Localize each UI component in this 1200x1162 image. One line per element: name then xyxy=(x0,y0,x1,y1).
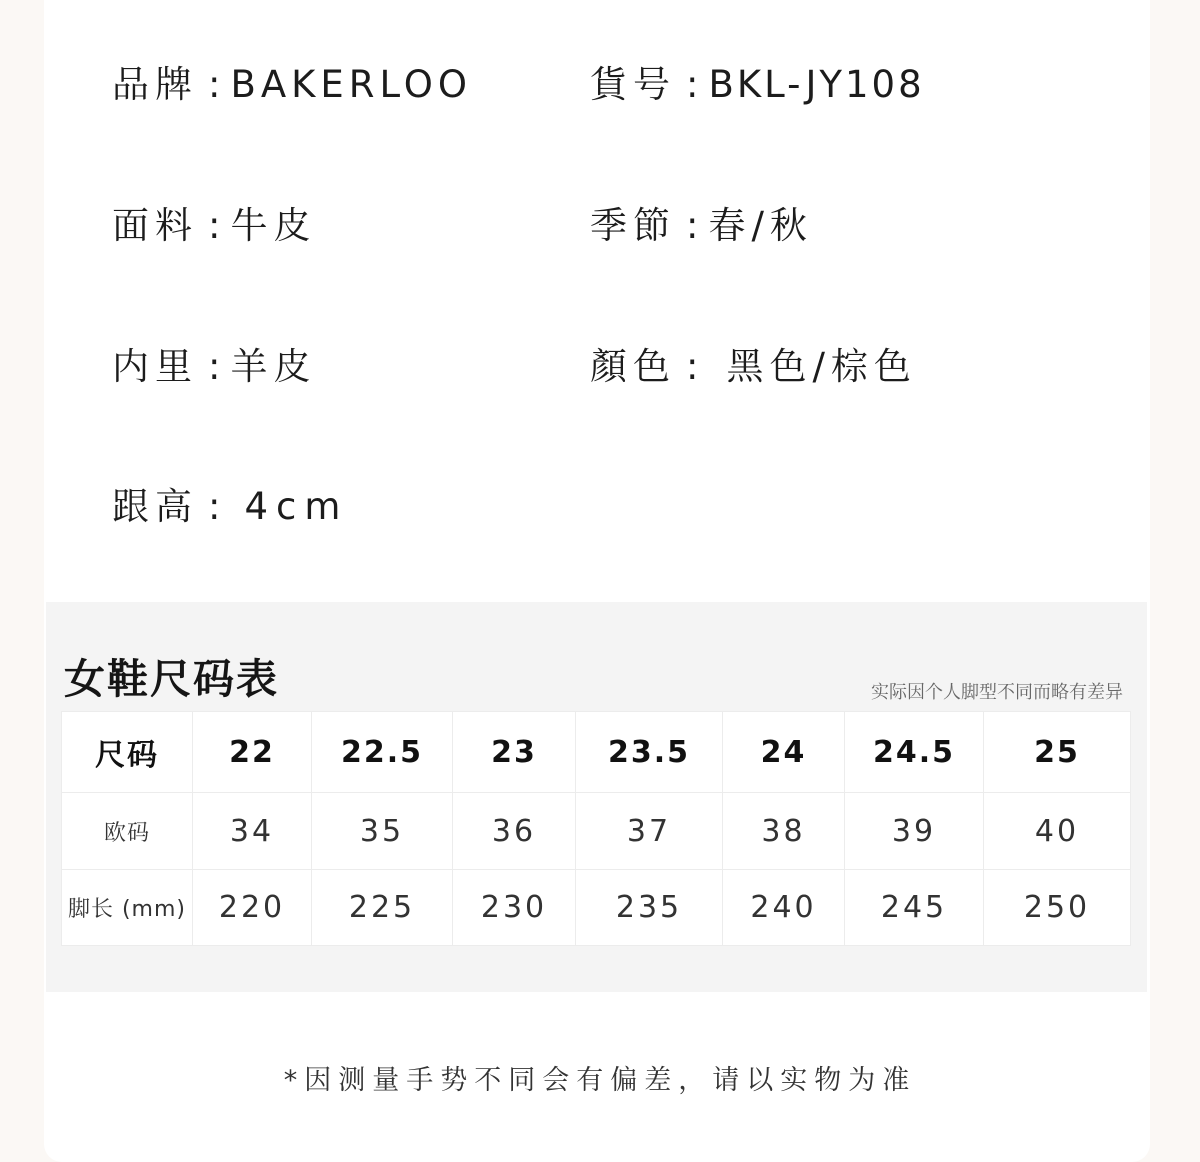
eu-cell: 38 xyxy=(723,793,845,870)
spec-brand-sep: : xyxy=(208,63,227,106)
length-cell: 235 xyxy=(576,870,723,946)
size-cell: 23 xyxy=(453,712,576,793)
eu-row-label: 欧码 xyxy=(62,793,193,870)
spec-season xyxy=(590,195,813,249)
spec-brand-label: 品牌 xyxy=(112,63,198,106)
spec-heel xyxy=(112,476,348,530)
spec-lining-sep: : xyxy=(208,345,227,388)
size-cell: 25 xyxy=(984,712,1131,793)
size-chart-table xyxy=(61,711,1131,946)
length-cell: 225 xyxy=(312,870,453,946)
length-cell: 245 xyxy=(845,870,984,946)
size-row-label: 尺码 xyxy=(62,712,193,793)
spec-brand-value: BAKERLOO xyxy=(230,63,473,106)
size-chart-note: 实际因个人脚型不同而略有差异 xyxy=(871,682,1123,703)
spec-heel-value: 4cm xyxy=(244,485,349,528)
length-cell: 240 xyxy=(723,870,845,946)
spec-lining xyxy=(112,336,316,390)
eu-size-row xyxy=(62,793,1131,870)
size-cell: 23.5 xyxy=(576,712,723,793)
foot-length-row xyxy=(62,870,1131,946)
size-chart-title: 女鞋尺码表 xyxy=(64,655,279,703)
eu-cell: 40 xyxy=(984,793,1131,870)
eu-cell: 37 xyxy=(576,793,723,870)
spec-item-no-sep: : xyxy=(686,63,705,106)
spec-item-no-label: 貨号 xyxy=(590,63,676,106)
size-cell: 22 xyxy=(193,712,312,793)
length-cell: 230 xyxy=(453,870,576,946)
size-row xyxy=(62,712,1131,793)
size-cell: 24.5 xyxy=(845,712,984,793)
size-cell: 24 xyxy=(723,712,845,793)
eu-cell: 34 xyxy=(193,793,312,870)
eu-cell: 36 xyxy=(453,793,576,870)
spec-lining-label: 内里 xyxy=(112,345,198,388)
spec-color xyxy=(590,336,917,390)
length-cell: 250 xyxy=(984,870,1131,946)
spec-season-sep: : xyxy=(686,204,705,247)
spec-material-sep: : xyxy=(208,204,227,247)
size-cell: 22.5 xyxy=(312,712,453,793)
length-cell: 220 xyxy=(193,870,312,946)
eu-cell: 35 xyxy=(312,793,453,870)
spec-brand xyxy=(112,54,472,108)
spec-season-label: 季節 xyxy=(590,204,676,247)
eu-cell: 39 xyxy=(845,793,984,870)
spec-lining-value: 羊皮 xyxy=(230,345,317,388)
length-row-label: 脚长 (mm) xyxy=(62,870,193,946)
spec-material xyxy=(112,195,316,249)
spec-item-no-value: BKL-JY108 xyxy=(708,63,925,106)
spec-material-label: 面料 xyxy=(112,204,198,247)
spec-season-value: 春/秋 xyxy=(708,204,813,247)
measurement-footnote: *因测量手势不同会有偏差，请以实物为准 xyxy=(283,1065,917,1096)
spec-color-sep: : xyxy=(686,345,705,388)
size-chart-panel xyxy=(46,602,1147,992)
spec-heel-label: 跟高 xyxy=(112,485,198,528)
spec-material-value: 牛皮 xyxy=(230,204,317,247)
spec-heel-sep: : xyxy=(208,485,227,528)
spec-item-no xyxy=(590,54,925,108)
spec-color-value: 黑色/棕色 xyxy=(726,345,917,388)
spec-color-label: 顏色 xyxy=(590,345,676,388)
